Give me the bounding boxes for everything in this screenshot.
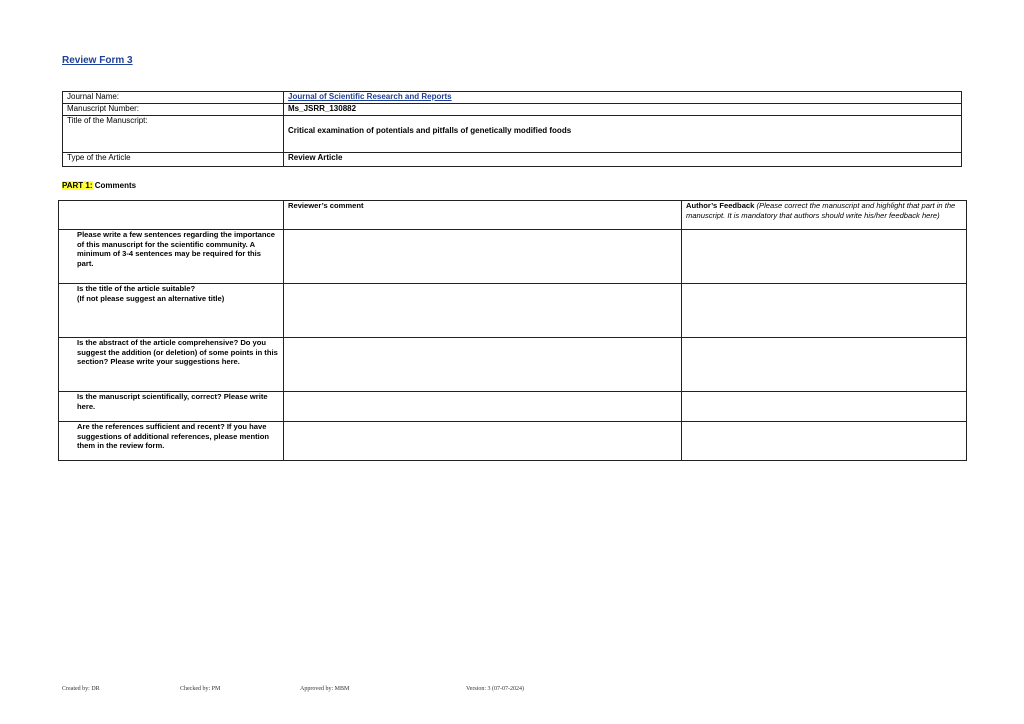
footer-checked: Checked by: PM	[180, 686, 221, 692]
question-title-line2: (If not please suggest an alternative title)	[77, 293, 225, 303]
journal-link[interactable]: Journal of Scientific Research and Reports	[288, 92, 452, 101]
question-references: Are the references sufficient and recent? If you have suggestions of additional references, please mention them in the review form.	[59, 422, 284, 461]
author-feedback-cell[interactable]	[682, 422, 967, 461]
part-label: PART 1:	[62, 181, 93, 190]
reviewer-comment-cell[interactable]	[284, 422, 682, 461]
manuscript-number-row	[63, 104, 962, 116]
question-row	[59, 284, 967, 338]
form-title: Review Form 3	[62, 55, 133, 66]
reviewer-comment-header: Reviewer’s comment	[284, 201, 682, 230]
manuscript-number-value: Ms_JSRR_130882	[284, 104, 962, 116]
question-importance: Please write a few sentences regarding the importance of this manuscript for the scientific community. A minimum of 3-4 sentences may be required for this part.	[59, 230, 284, 284]
manuscript-title-label: Title of the Manuscript:	[63, 116, 284, 153]
article-type-value: Review Article	[284, 153, 962, 167]
author-feedback-title: Author’s Feedback	[686, 201, 755, 210]
author-feedback-header	[682, 201, 967, 230]
author-feedback-cell[interactable]	[682, 284, 967, 338]
question-row	[59, 230, 967, 284]
author-feedback-instructions: (Please correct the manuscript and highlight that part in the manuscript. It is mandatory that authors should write his/her feedback here)	[686, 201, 956, 220]
article-type-label: Type of the Article	[63, 153, 284, 167]
reviewer-comment-cell[interactable]	[284, 338, 682, 392]
question-row	[59, 422, 967, 461]
reviewer-comment-cell[interactable]	[284, 392, 682, 422]
footer-approved: Approved by: MBM	[300, 686, 350, 692]
manuscript-info-table	[62, 91, 962, 167]
footer-created: Created by: DR	[62, 686, 100, 692]
part-heading	[62, 181, 136, 190]
article-type-row	[63, 153, 962, 167]
question-title	[59, 284, 284, 338]
author-feedback-cell[interactable]	[682, 392, 967, 422]
comments-table	[58, 200, 967, 461]
question-scientific: Is the manuscript scientifically, correct? Please write here.	[59, 392, 284, 422]
manuscript-title-value: Critical examination of potentials and pitfalls of genetically modified foods	[284, 116, 962, 153]
question-row	[59, 338, 967, 392]
reviewer-comment-cell[interactable]	[284, 230, 682, 284]
manuscript-title-row	[63, 116, 962, 153]
author-feedback-cell[interactable]	[682, 338, 967, 392]
question-title-line1: Is the title of the article suitable?	[77, 284, 196, 293]
journal-label: Journal Name:	[63, 92, 284, 104]
question-abstract: Is the abstract of the article comprehensive? Do you suggest the addition (or deletion) of some points in this section? Please write your suggestions here.	[59, 338, 284, 392]
header-empty-cell	[59, 201, 284, 230]
part-name: Comments	[92, 181, 137, 190]
reviewer-comment-cell[interactable]	[284, 284, 682, 338]
manuscript-number-label: Manuscript Number:	[63, 104, 284, 116]
journal-row	[63, 92, 962, 104]
author-feedback-cell[interactable]	[682, 230, 967, 284]
comments-header-row	[59, 201, 967, 230]
footer-version: Version: 3 (07-07-2024)	[466, 686, 524, 692]
question-row	[59, 392, 967, 422]
